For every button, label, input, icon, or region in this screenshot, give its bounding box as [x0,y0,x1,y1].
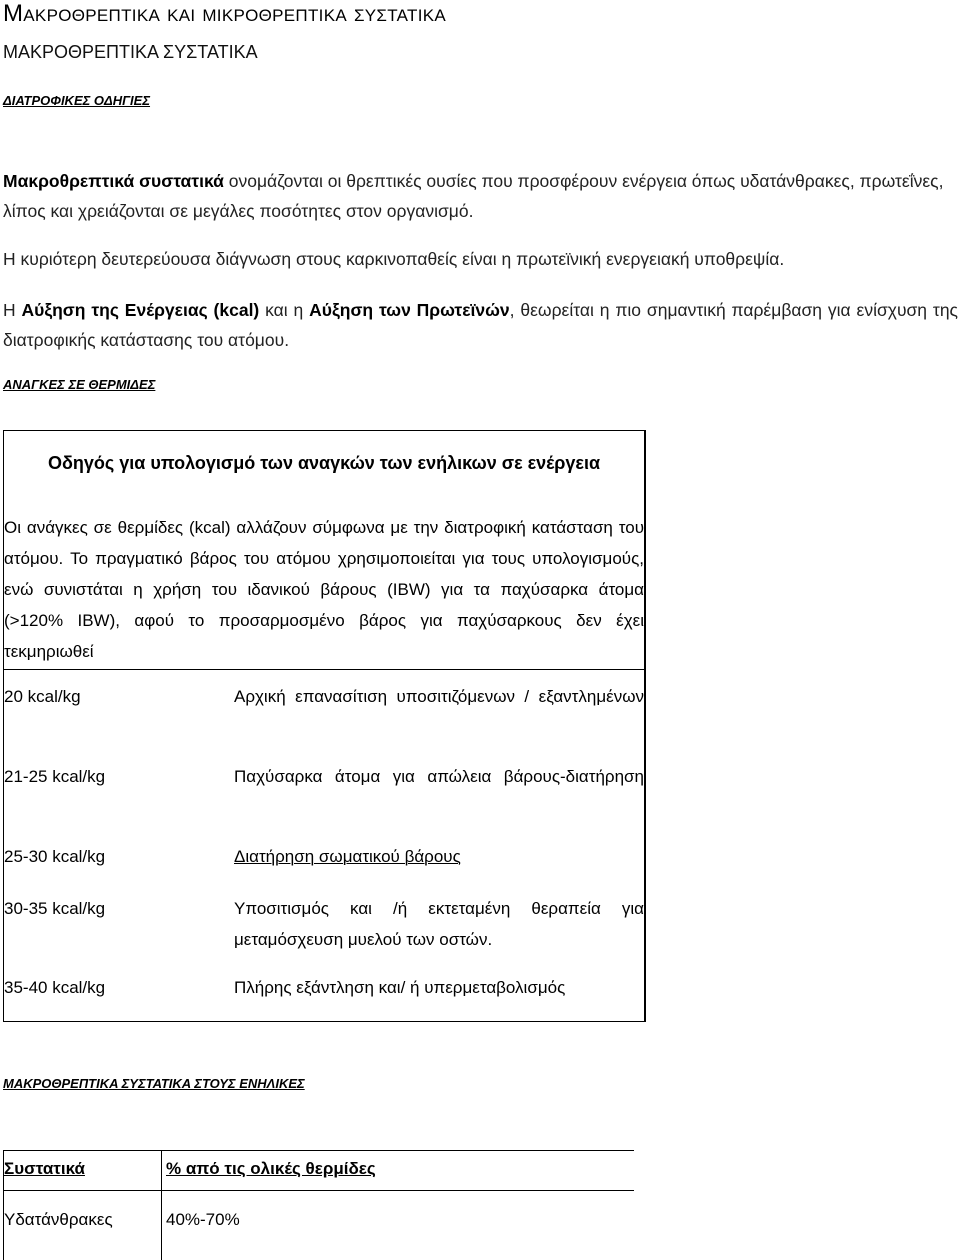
intro-paragraph [3,166,958,226]
energy-range-description-text: Διατήρηση σωματικού βάρους [234,847,461,866]
intervention-bold-energy: Αύξηση της Ενέργειας (kcal) [21,300,260,320]
energy-range: 25-30 kcal/kg [4,847,106,866]
column-header-percent: % από τις ολικές θερμίδες [166,1159,376,1178]
energy-range-description: Παχύσαρκα άτομα για απώλεια βάρους-διατήρηση [234,767,644,786]
table-cell-percent: 40%-70% [166,1210,240,1229]
energy-range-description [234,841,644,872]
energy-guide-table [3,430,646,1022]
energy-guide-title: Οδηγός για υπολογισμό των αναγκών των ενήλικων σε ενέργεια [48,453,601,473]
diagnosis-paragraph: Η κυριότερη δευτερεύουσα διάγνωση στους καρκινοπαθείς είναι η πρωτεϊνική ενεργειακή υποθρεψία. [3,249,785,269]
energy-guide-description: Οι ανάγκες σε θερμίδες (kcal) αλλάζουν σύμφωνα με την διατροφική κατάσταση του ατόμου. Το πραγματικό βάρος του ατόμου χρησιμοποιείται για τους υπολογισμούς, ενώ συνιστάται η χρήση του ιδανικού βάρους (IBW) για τα παχύσαρκα άτομα (>120% IBW), αφού το προσαρμοσμένο βάρος για παχύσαρκους δεν έχει τεκμηριωθεί [4,518,644,661]
energy-range: 30-35 kcal/kg [4,899,106,918]
energy-range-description: Υποσιτισμός και /ή εκτεταμένη θεραπεία για μεταμόσχευση μυελού των οστών. [234,899,644,949]
section-heading-calories: ΑΝΑΓΚΕΣ ΣΕ ΘΕΡΜΙΔΕΣ [3,377,156,392]
intervention-paragraph [3,295,958,355]
column-header-component: Συστατικά [4,1159,85,1178]
intro-term: Μακροθρεπτικά συστατικά [3,171,224,191]
energy-range: 35-40 kcal/kg [4,978,106,997]
energy-range: 20 kcal/kg [4,687,81,706]
header-divider [4,1190,634,1191]
intervention-middle: και η [259,300,310,320]
energy-range-description: Πλήρης εξάντληση και/ ή υπερμεταβολισμός [234,978,566,997]
macronutrient-table [3,1150,634,1260]
energy-guide-divider [4,669,644,670]
section-heading-macronutrients: ΜΑΚΡΟΘΡΕΠΤΙΚΑ ΣΥΣΤΑΤΙΚΑ ΣΤΟΥΣ ΕΝΗΛΙΚΕΣ [3,1076,305,1091]
energy-range-description: Αρχική επανασίτιση υποσιτιζόμενων / εξαντλημένων [234,687,644,706]
document-subtitle: ΜΑΚΡΟΘΡΕΠΤΙΚΑ ΣΥΣΤΑΤΙΚΑ [3,42,258,62]
energy-range: 21-25 kcal/kg [4,767,106,786]
document-title: Μακροθρεπτικα και μικροθρεπτικα συστατικα [3,0,446,27]
table-cell-component: Υδατάνθρακες [4,1210,113,1229]
column-divider [161,1151,162,1260]
section-heading-guidelines: ΔΙΑΤΡΟΦΙΚΕΣ ΟΔΗΓΙΕΣ [3,93,151,108]
intro-definition: ονομάζονται οι θρεπτικές ουσίες που προσφέρουν ενέργεια όπως υδατάνθρακες, πρωτεΐνες, λίπος και χρειάζονται σε μεγάλες ποσότητες στον οργανισμό. [3,171,944,221]
intervention-bold-protein: Αύξηση των Πρωτεϊνών [309,300,510,320]
intervention-prefix: Η [3,300,22,320]
intervention-suffix: , θεωρείται η πιο σημαντική παρέμβαση για ενίσχυση της διατροφικής κατάστασης του ατόμου. [3,300,958,350]
